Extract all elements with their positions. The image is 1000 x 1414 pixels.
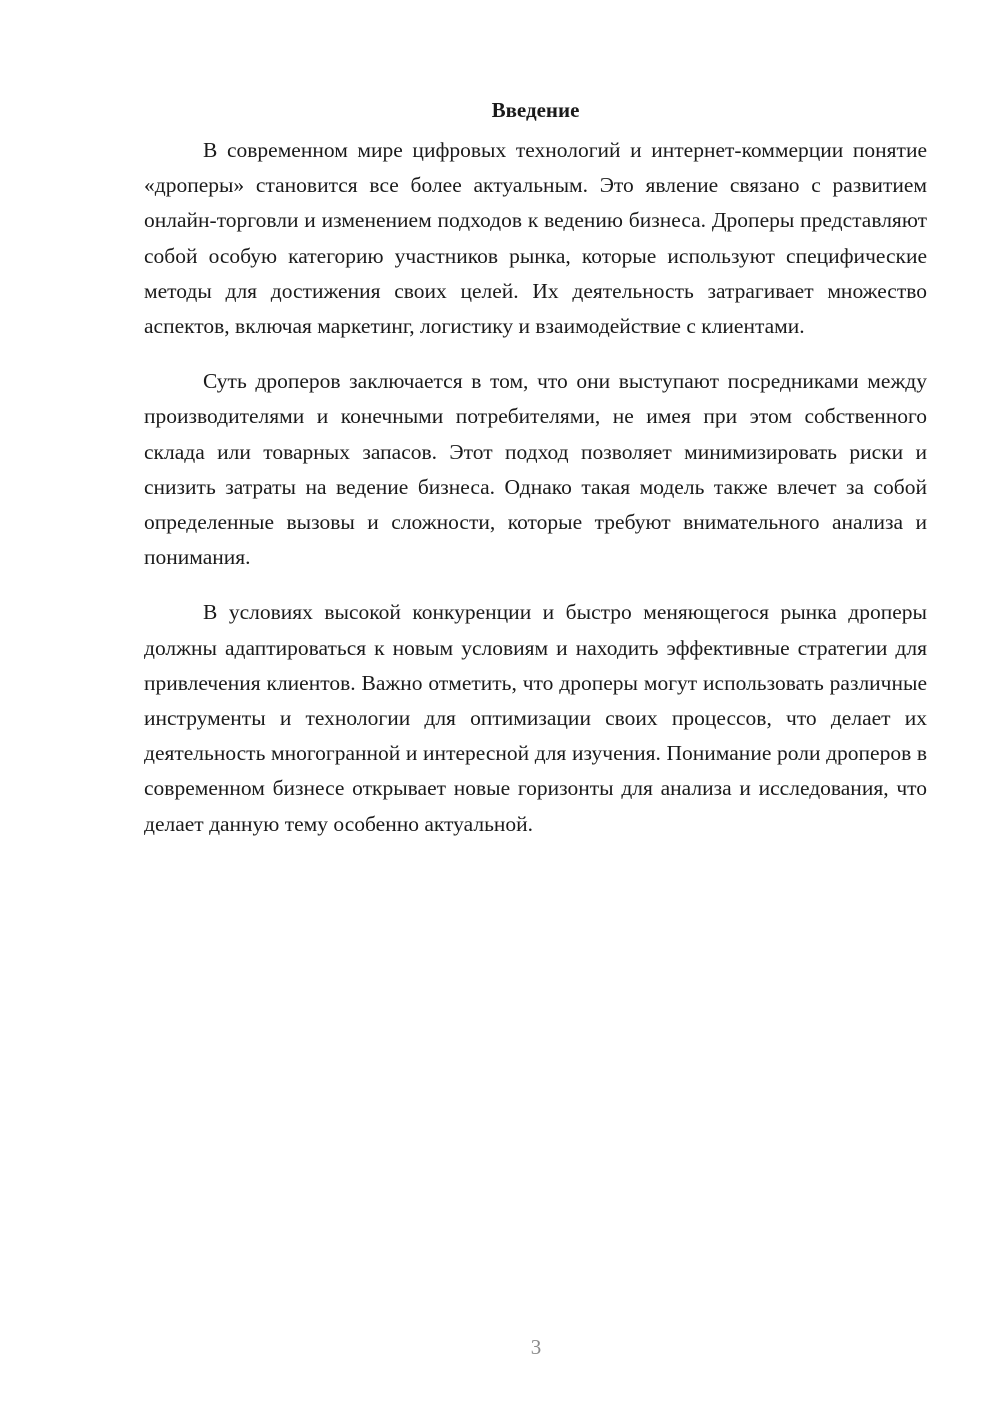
paragraph-1: В современном мире цифровых технологий и интернет-коммерции понятие «дроперы» становится все более актуальным. Это явление связано с развитием онлайн-торговли и изменением подходов к ведению бизнеса. Дроперы представляют собой особую категорию участников рынка, которые используют специфические методы для достижения своих целей. Их деятельность затрагивает множество аспектов, включая маркетинг, логистику и взаимодействие с клиентами. bbox=[144, 138, 927, 339]
page-content bbox=[144, 92, 927, 842]
section-heading: Введение bbox=[491, 98, 580, 122]
paragraph-2: Суть дроперов заключается в том, что они выступают посредниками между производителями и конечными потребителями, не имея при этом собственного склада или товарных запасов. Этот подход позволяет минимизировать риски и снизить затраты на ведение бизнеса. Однако такая модель также влечет за собой определенные вызовы и сложности, которые требуют внимательного анализа и понимания. bbox=[144, 369, 927, 570]
page-number: 3 bbox=[530, 1335, 542, 1359]
paragraph-3: В условиях высокой конкуренции и быстро меняющегося рынка дроперы должны адаптироваться к новым условиям и находить эффективные стратегии для привлечения клиентов. Важно отметить, что дроперы могут использовать различные инструменты и технологии для оптимизации своих процессов, что делает их деятельность многогранной и интересной для изучения. Понимание роли дроперов в современном бизнесе открывает новые горизонты для анализа и исследования, что делает данную тему особенно актуальной. bbox=[144, 600, 927, 836]
